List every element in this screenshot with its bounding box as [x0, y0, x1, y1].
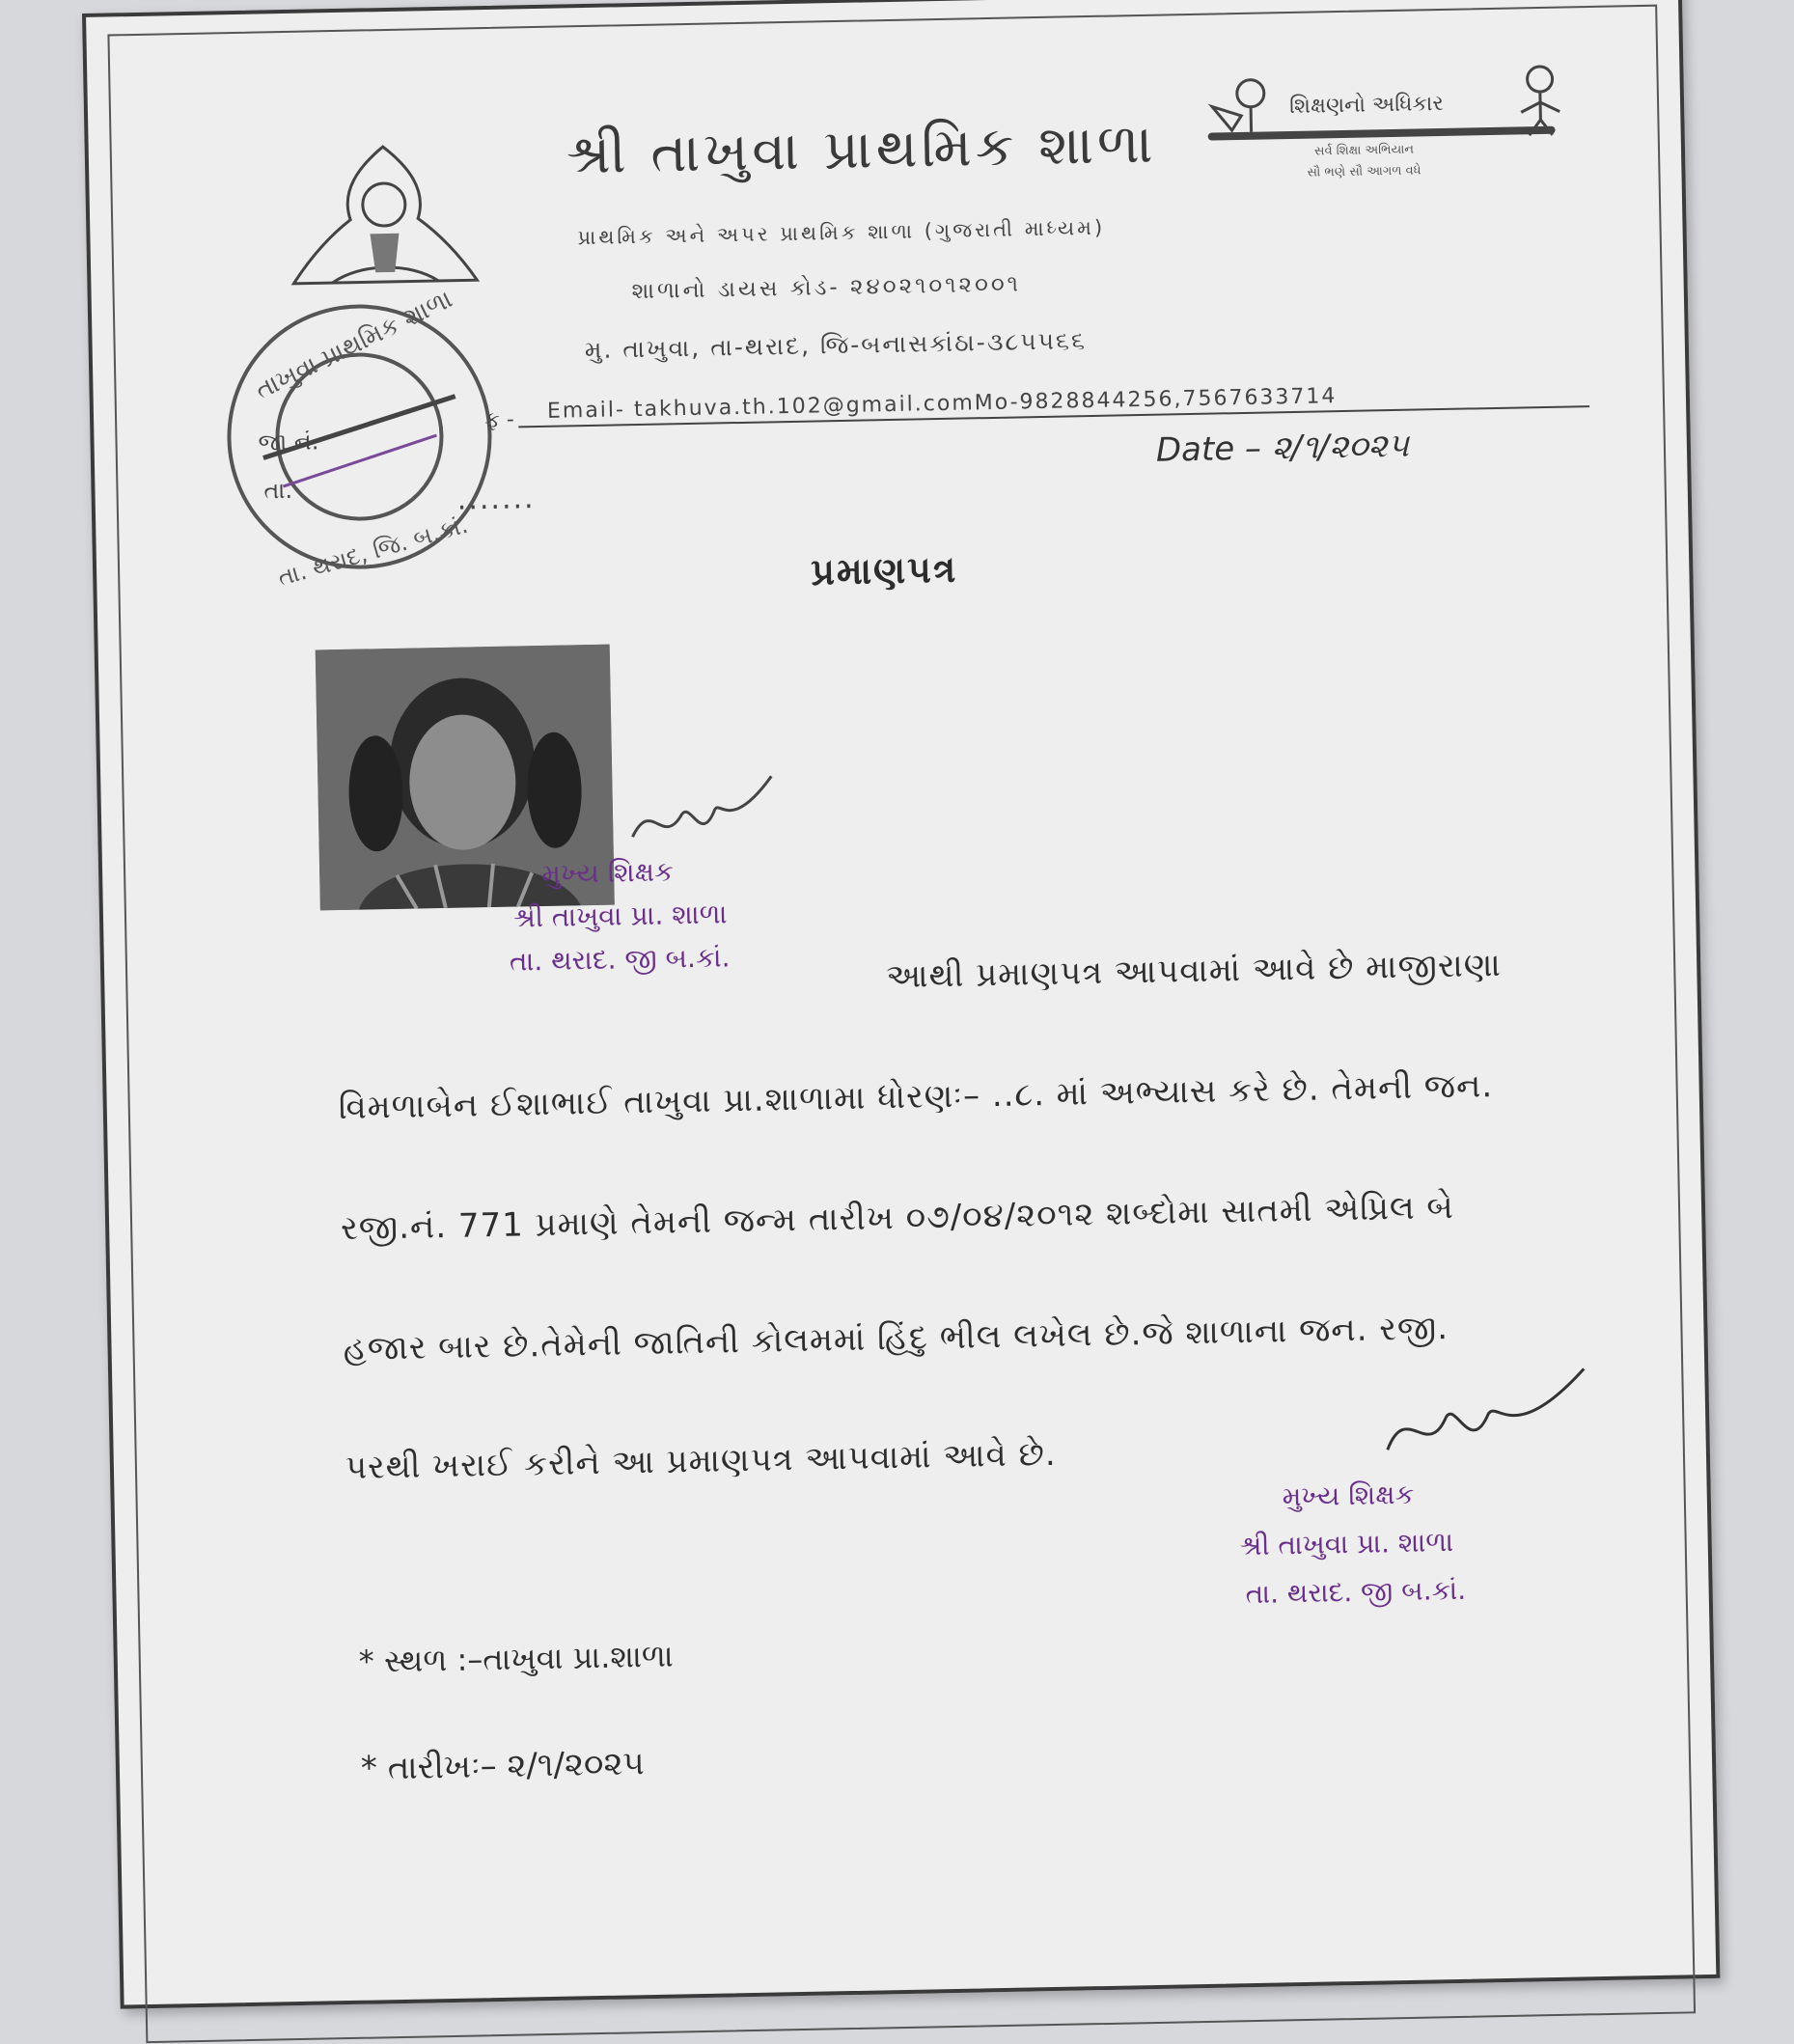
dise-code: શાળાનો ડાયસ કોડ- ૨૪૦૨૧૦૧૨૦૦૧	[631, 271, 1022, 305]
certificate-line-1: આથી પ્રમાણપત્ર આપવામાં આવે છે માજીરાણા	[885, 945, 1503, 997]
certificate-paper	[82, 0, 1720, 2009]
certificate-line-3: રજી.નં. 771 પ્રમાણે તેમની જન્મ તારીખ ૦૭/૦૪/૨૦૧૨ શબ્દોમા સાતમી એપ્રિલ બે	[340, 1187, 1455, 1249]
signature-scribble-2-icon	[1376, 1359, 1590, 1478]
signature-scribble-1-icon	[621, 766, 778, 866]
school-subtitle: પ્રાથમિક અને અપર પ્રાથમિક શાળા (ગુજરાતી માધ્યમ)	[577, 215, 1106, 250]
stamp-inner-line2: તા.	[263, 476, 293, 505]
issue-date: Date – ૨/૧/૨૦૨૫	[1155, 426, 1410, 470]
certificate-line-5: પરથી ખરાઈ કરીને આ પ્રમાણપત્ર આપવામાં આવે છે.	[345, 1434, 1058, 1488]
contact-label: ફ -	[483, 407, 515, 433]
signature-1-line2: શ્રી તાખુવા પ્રા. શાળા	[512, 898, 728, 934]
logo-tagline-2: સૌ ભણે સૌ આગળ વધે	[1307, 163, 1421, 180]
logo-text: શિક્ષણનો અધિકાર	[1288, 91, 1444, 119]
signature-2-line1: મુખ્ય શિક્ષક	[1282, 1478, 1415, 1513]
signature-1-line1: મુખ્ય શિક્ષક	[540, 855, 675, 891]
signature-1-line3: તા. થરાદ. જી બ.કાં.	[509, 941, 731, 978]
school-address: મુ. તાખુવા, તા-થરાદ, જિ-બનાસકાંઠા-૩૮૫૫૬૬	[584, 326, 1088, 365]
contact-line: Email- takhuva.th.102@gmail.comMo-9828844256,7567633714	[546, 384, 1338, 424]
stamp-bottom-text: તા. થરાદ, જિ. બ.કાં.	[274, 511, 471, 592]
stamp-inner-line1: જા.નં.	[258, 428, 319, 456]
child-figure-icon	[1510, 61, 1570, 139]
saraswati-emblem-icon	[272, 135, 497, 308]
stamp-dots: .......	[456, 482, 536, 517]
certificate-line-2: વિમળાબેન ઈશાભાઈ તાખુવા પ્રા.શાળામા ધોરણઃ– ..૮. માં અભ્યાસ કરે છે. તેમની જન.	[338, 1066, 1494, 1128]
school-name: શ્રી તાખુવા પ્રાથમિક શાળા	[566, 112, 1158, 187]
signature-2-line3: તા. થરાદ. જી બ.કાં.	[1245, 1573, 1467, 1611]
certificate-title: પ્રમાણપત્ર	[810, 547, 958, 594]
logo-tagline-1: સર્વ શિક્ષા અભિયાન	[1313, 142, 1415, 159]
stamp-top-text: તાખુવા પ્રાથમિક શાળા	[251, 285, 457, 406]
certificate-line-4: હજાર બાર છે.તેમેની જાતિની કોલમમાં હિંદુ ભીલ લખેલ છે.જે શાળાના જન. રજી.	[343, 1309, 1449, 1369]
signature-2-line2: શ્રી તાખુવા પ્રા. શાળા	[1239, 1526, 1454, 1562]
place-line: * સ્થળ :–તાખુવા પ્રા.શાળા	[358, 1637, 675, 1680]
footer-date-line: * તારીખઃ– ૨/૧/૨૦૨૫	[360, 1744, 646, 1788]
